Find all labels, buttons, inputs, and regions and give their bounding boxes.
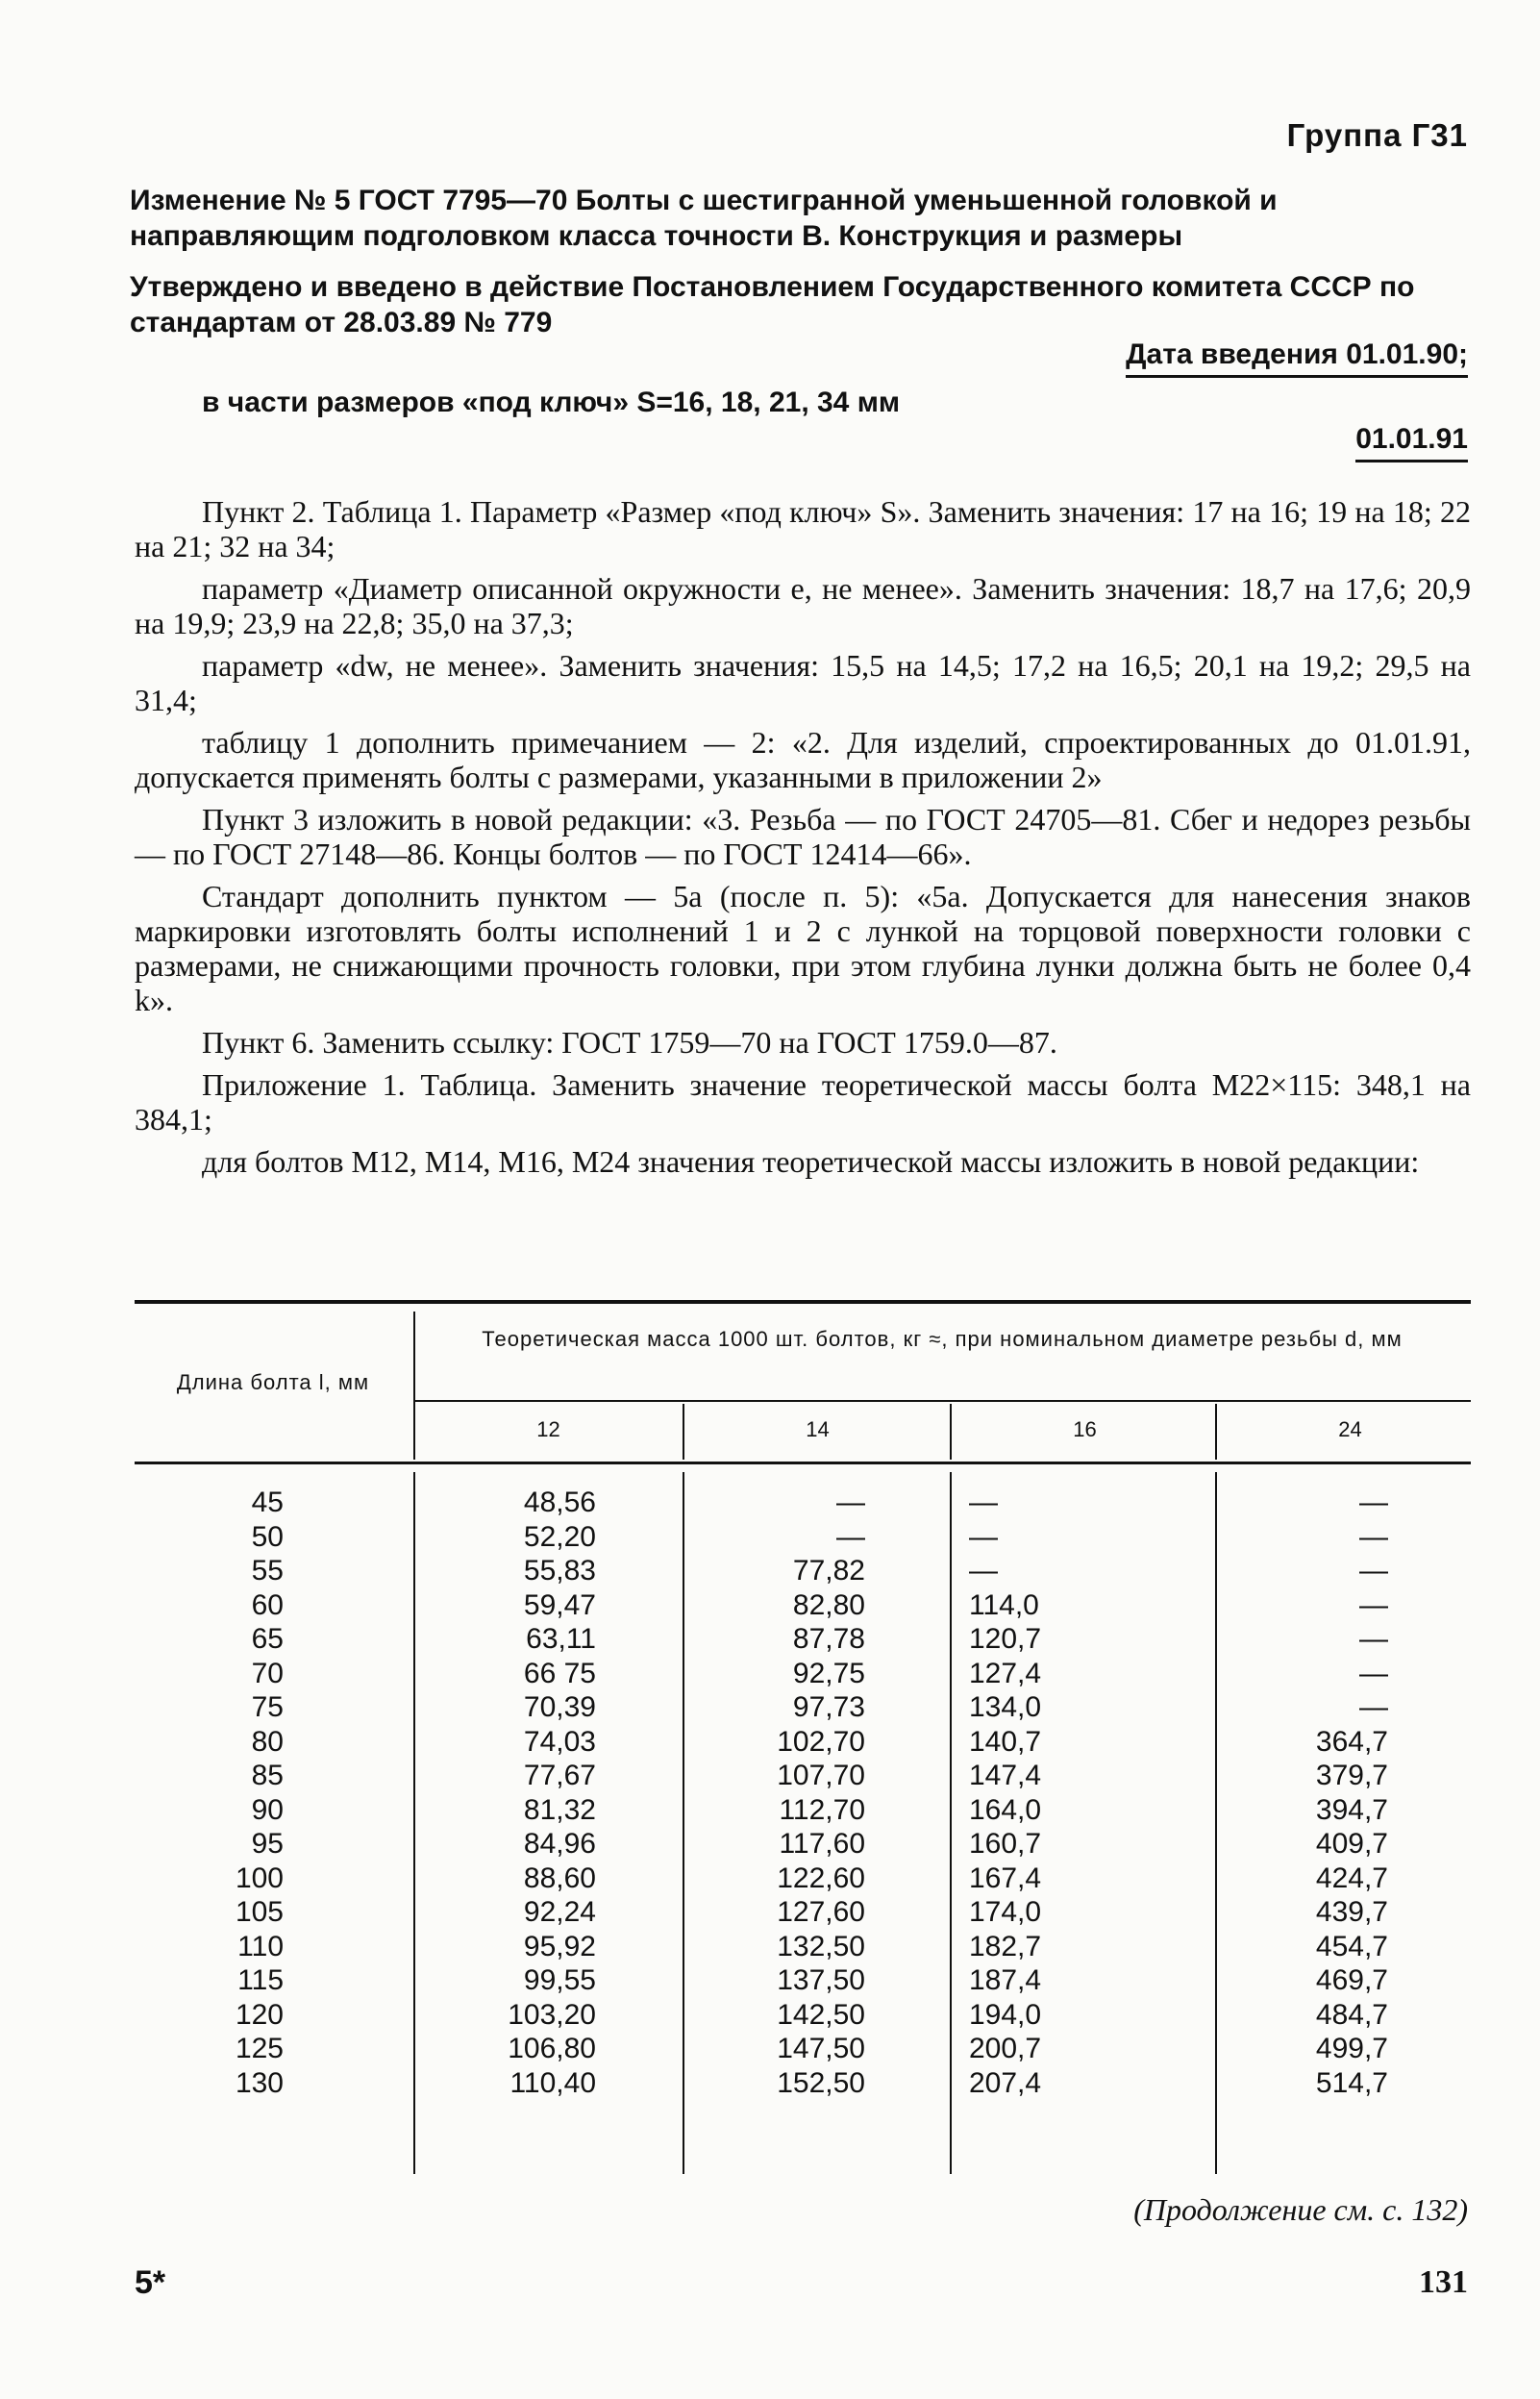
table-cell: — <box>836 1520 865 1553</box>
subheader-rule <box>415 1400 1471 1402</box>
table-cell: 100 <box>235 1862 284 1894</box>
table-cell: 82,80 <box>792 1588 865 1621</box>
table-cell: 164,0 <box>969 1793 1042 1826</box>
diameter-header-14: 14 <box>806 1417 830 1441</box>
table-cell: 394,7 <box>1315 1793 1388 1826</box>
table-cell: 200,7 <box>969 2033 1042 2064</box>
table-cell: 63,11 <box>526 1623 596 1655</box>
table-cell: 409,7 <box>1315 1828 1388 1860</box>
table-cell: — <box>1359 1520 1388 1553</box>
table-cell: 65 <box>251 1623 284 1655</box>
table-body <box>135 1464 1471 2181</box>
paragraph: Приложение 1. Таблица. Заменить значение теоретической массы болта M22×115: 348,1 на 384,1; <box>135 1067 1471 1137</box>
table-cell: 60 <box>251 1588 284 1621</box>
length-column <box>135 1486 284 2100</box>
table-cell: 424,7 <box>1315 1862 1388 1894</box>
table-cell: 99,55 <box>523 1964 596 1996</box>
table-cell: 120 <box>235 1998 284 2031</box>
table-cell: 127,4 <box>969 1657 1042 1689</box>
mass-column-12 <box>415 1486 596 2100</box>
table-cell: 52,20 <box>523 1520 596 1553</box>
table-cell: 147,50 <box>777 2033 865 2064</box>
table-cell: 112,70 <box>779 1793 865 1826</box>
table-cell: — <box>1359 1588 1388 1621</box>
table-cell: 182,7 <box>969 1930 1042 1962</box>
table-cell: 77,67 <box>523 1760 596 1791</box>
table-cell: 137,50 <box>777 1964 865 1996</box>
page-number: 131 <box>1419 2264 1468 2300</box>
table-cell: 439,7 <box>1315 1896 1388 1928</box>
table-cell: 59,47 <box>523 1588 596 1621</box>
table-cell: — <box>969 1487 998 1518</box>
table-cell: 152,50 <box>777 2066 865 2099</box>
table-cell: 106,80 <box>508 2033 596 2064</box>
paragraph: Стандарт дополнить пунктом — 5а (после п. 5): «5а. Допускается для нанесения знаков маркировки изготовлять болты исполнений 1 и 2 с лункой на торцовой поверхности головки с размерами, не снижающими прочность головки, при этом глубина лунки должна быть не более 0,4 k». <box>135 879 1471 1017</box>
table-cell: 120,7 <box>969 1623 1042 1655</box>
table-cell: 117,60 <box>779 1828 865 1860</box>
table-cell: — <box>1359 1657 1388 1689</box>
table-cell: 132,50 <box>777 1930 865 1962</box>
table-header <box>135 1304 1471 1464</box>
table-cell: 70,39 <box>523 1691 596 1723</box>
table-cell: 102,70 <box>777 1725 865 1758</box>
table-cell: 114,0 <box>969 1588 1039 1621</box>
table-cell: 454,7 <box>1315 1930 1388 1962</box>
paragraph: таблицу 1 дополнить примечанием — 2: «2. Для изделий, спроектированных до 01.01.91, допускается применять болты с размерами, указанными в приложении 2» <box>135 725 1471 794</box>
diameter-header-24: 24 <box>1338 1417 1362 1441</box>
size-note: в части размеров «под ключ» S=16, 18, 21, 34 мм <box>202 387 901 418</box>
mass-column-14 <box>683 1486 865 2100</box>
diameter-header-12: 12 <box>536 1417 560 1441</box>
table-cell: 207,4 <box>969 2066 1042 2099</box>
table-cell: — <box>1359 1487 1388 1518</box>
amendment-body <box>135 494 1471 1187</box>
table-cell: 88,60 <box>523 1862 596 1894</box>
table-cell: 103,20 <box>508 1998 596 2031</box>
table-cell: — <box>969 1555 998 1587</box>
table-cell: 84,96 <box>523 1828 596 1860</box>
table-cell: 105 <box>235 1896 284 1928</box>
table-cell: 484,7 <box>1315 1998 1388 2031</box>
table-cell: 48,56 <box>523 1487 596 1518</box>
approval-statement: Утверждено и введено в действие Постановлением Государственного комитета СССР по стандартам от 28.03.89 № 779 <box>130 271 1415 338</box>
diameter-header-16: 16 <box>1073 1417 1097 1441</box>
table-cell: 187,4 <box>969 1964 1042 1996</box>
table-cell: 66 75 <box>523 1657 596 1689</box>
table-cell: 55 <box>251 1555 284 1587</box>
table-cell: — <box>969 1520 998 1553</box>
effective-date-2: 01.01.91 <box>1355 423 1468 462</box>
mass-column-header: Теоретическая масса 1000 шт. болтов, кг ≈, при номинальном диаметре резьбы d, мм <box>482 1327 1403 1351</box>
table-cell: 70 <box>251 1657 284 1689</box>
table-cell: 85 <box>251 1760 284 1791</box>
paragraph: Пункт 6. Заменить ссылку: ГОСТ 1759—70 на ГОСТ 1759.0—87. <box>202 1025 1057 1060</box>
effective-date-text: Дата введения 01.01.90; <box>1126 338 1468 378</box>
table-cell: 147,4 <box>969 1760 1042 1791</box>
table-cell: 107,70 <box>777 1760 865 1791</box>
table-cell: 55,83 <box>523 1555 596 1587</box>
group-label: Группа Г31 <box>1286 117 1468 153</box>
table-cell: 140,7 <box>969 1725 1042 1758</box>
paragraph: параметр «dw, не менее». Заменить значения: 15,5 на 14,5; 17,2 на 16,5; 20,1 на 19,2; 29,5 на 31,4; <box>135 648 1471 717</box>
table-cell: 379,7 <box>1315 1760 1388 1791</box>
table-cell: 499,7 <box>1315 2033 1388 2064</box>
table-cell: 95,92 <box>523 1930 596 1962</box>
table-cell: 115 <box>237 1964 284 1996</box>
table-cell: — <box>836 1487 865 1518</box>
table-cell: — <box>1359 1623 1388 1655</box>
table-cell: 167,4 <box>969 1862 1042 1894</box>
table-cell: 50 <box>251 1520 284 1553</box>
footer-mark: 5* <box>135 2264 166 2301</box>
effective-date <box>1126 338 1468 378</box>
table-cell: 92,24 <box>523 1896 596 1928</box>
table-cell: 514,7 <box>1315 2066 1388 2099</box>
table-cell: — <box>1359 1555 1388 1587</box>
length-column-header: Длина болта l, мм <box>176 1370 370 1394</box>
table-cell: 364,7 <box>1315 1725 1388 1758</box>
table-cell: 97,73 <box>792 1691 865 1723</box>
mass-table <box>135 1300 1471 2181</box>
table-cell: 75 <box>251 1691 284 1723</box>
table-cell: 90 <box>251 1793 284 1826</box>
table-cell: 130 <box>235 2066 284 2099</box>
table-cell: 74,03 <box>523 1725 596 1758</box>
paragraph: параметр «Диаметр описанной окружности e, не менее». Заменить значения: 18,7 на 17,6; 20,9 на 19,9; 23,9 на 22,8; 35,0 на 37,3; <box>135 571 1471 640</box>
paragraph: Пункт 3 изложить в новой редакции: «3. Резьба — по ГОСТ 24705—81. Сбег и недорез резьбы — по ГОСТ 27148—86. Концы болтов — по ГОСТ 12414—66». <box>135 802 1471 871</box>
table-cell: 110,40 <box>509 2066 596 2099</box>
mass-column-24 <box>1215 1486 1388 2100</box>
table-cell: 194,0 <box>969 1998 1042 2031</box>
table-cell: 92,75 <box>792 1657 865 1689</box>
table-cell: 160,7 <box>969 1828 1042 1860</box>
table-cell: 469,7 <box>1315 1964 1388 1996</box>
table-cell: 87,78 <box>792 1623 865 1655</box>
amendment-title: Изменение № 5 ГОСТ 7795—70 Болты с шестигранной уменьшенной головкой и направляющим подголовком класса точности В. Конструкция и размеры <box>130 185 1278 252</box>
continuation-note: (Продолжение см. с. 132) <box>1133 2192 1468 2227</box>
table-cell: 125 <box>235 2033 284 2064</box>
table-cell: — <box>1359 1691 1388 1723</box>
table-cell: 45 <box>251 1487 284 1518</box>
table-cell: 80 <box>251 1725 284 1758</box>
paragraph: Пункт 2. Таблица 1. Параметр «Размер «под ключ» S». Заменить значения: 17 на 16; 19 на 18; 22 на 21; 32 на 34; <box>135 494 1471 563</box>
table-cell: 122,60 <box>777 1862 865 1894</box>
table-cell: 81,32 <box>523 1793 596 1826</box>
table-cell: 110 <box>237 1930 284 1962</box>
paragraph: для болтов M12, M14, M16, M24 значения теоретической массы изложить в новой редакции: <box>202 1144 1420 1179</box>
mass-column-16 <box>950 1486 1159 2100</box>
table-cell: 142,50 <box>777 1998 865 2031</box>
table-cell: 174,0 <box>969 1896 1042 1928</box>
table-cell: 95 <box>251 1828 284 1860</box>
table-cell: 134,0 <box>969 1691 1042 1723</box>
table-cell: 77,82 <box>792 1555 865 1587</box>
table-cell: 127,60 <box>777 1896 865 1928</box>
